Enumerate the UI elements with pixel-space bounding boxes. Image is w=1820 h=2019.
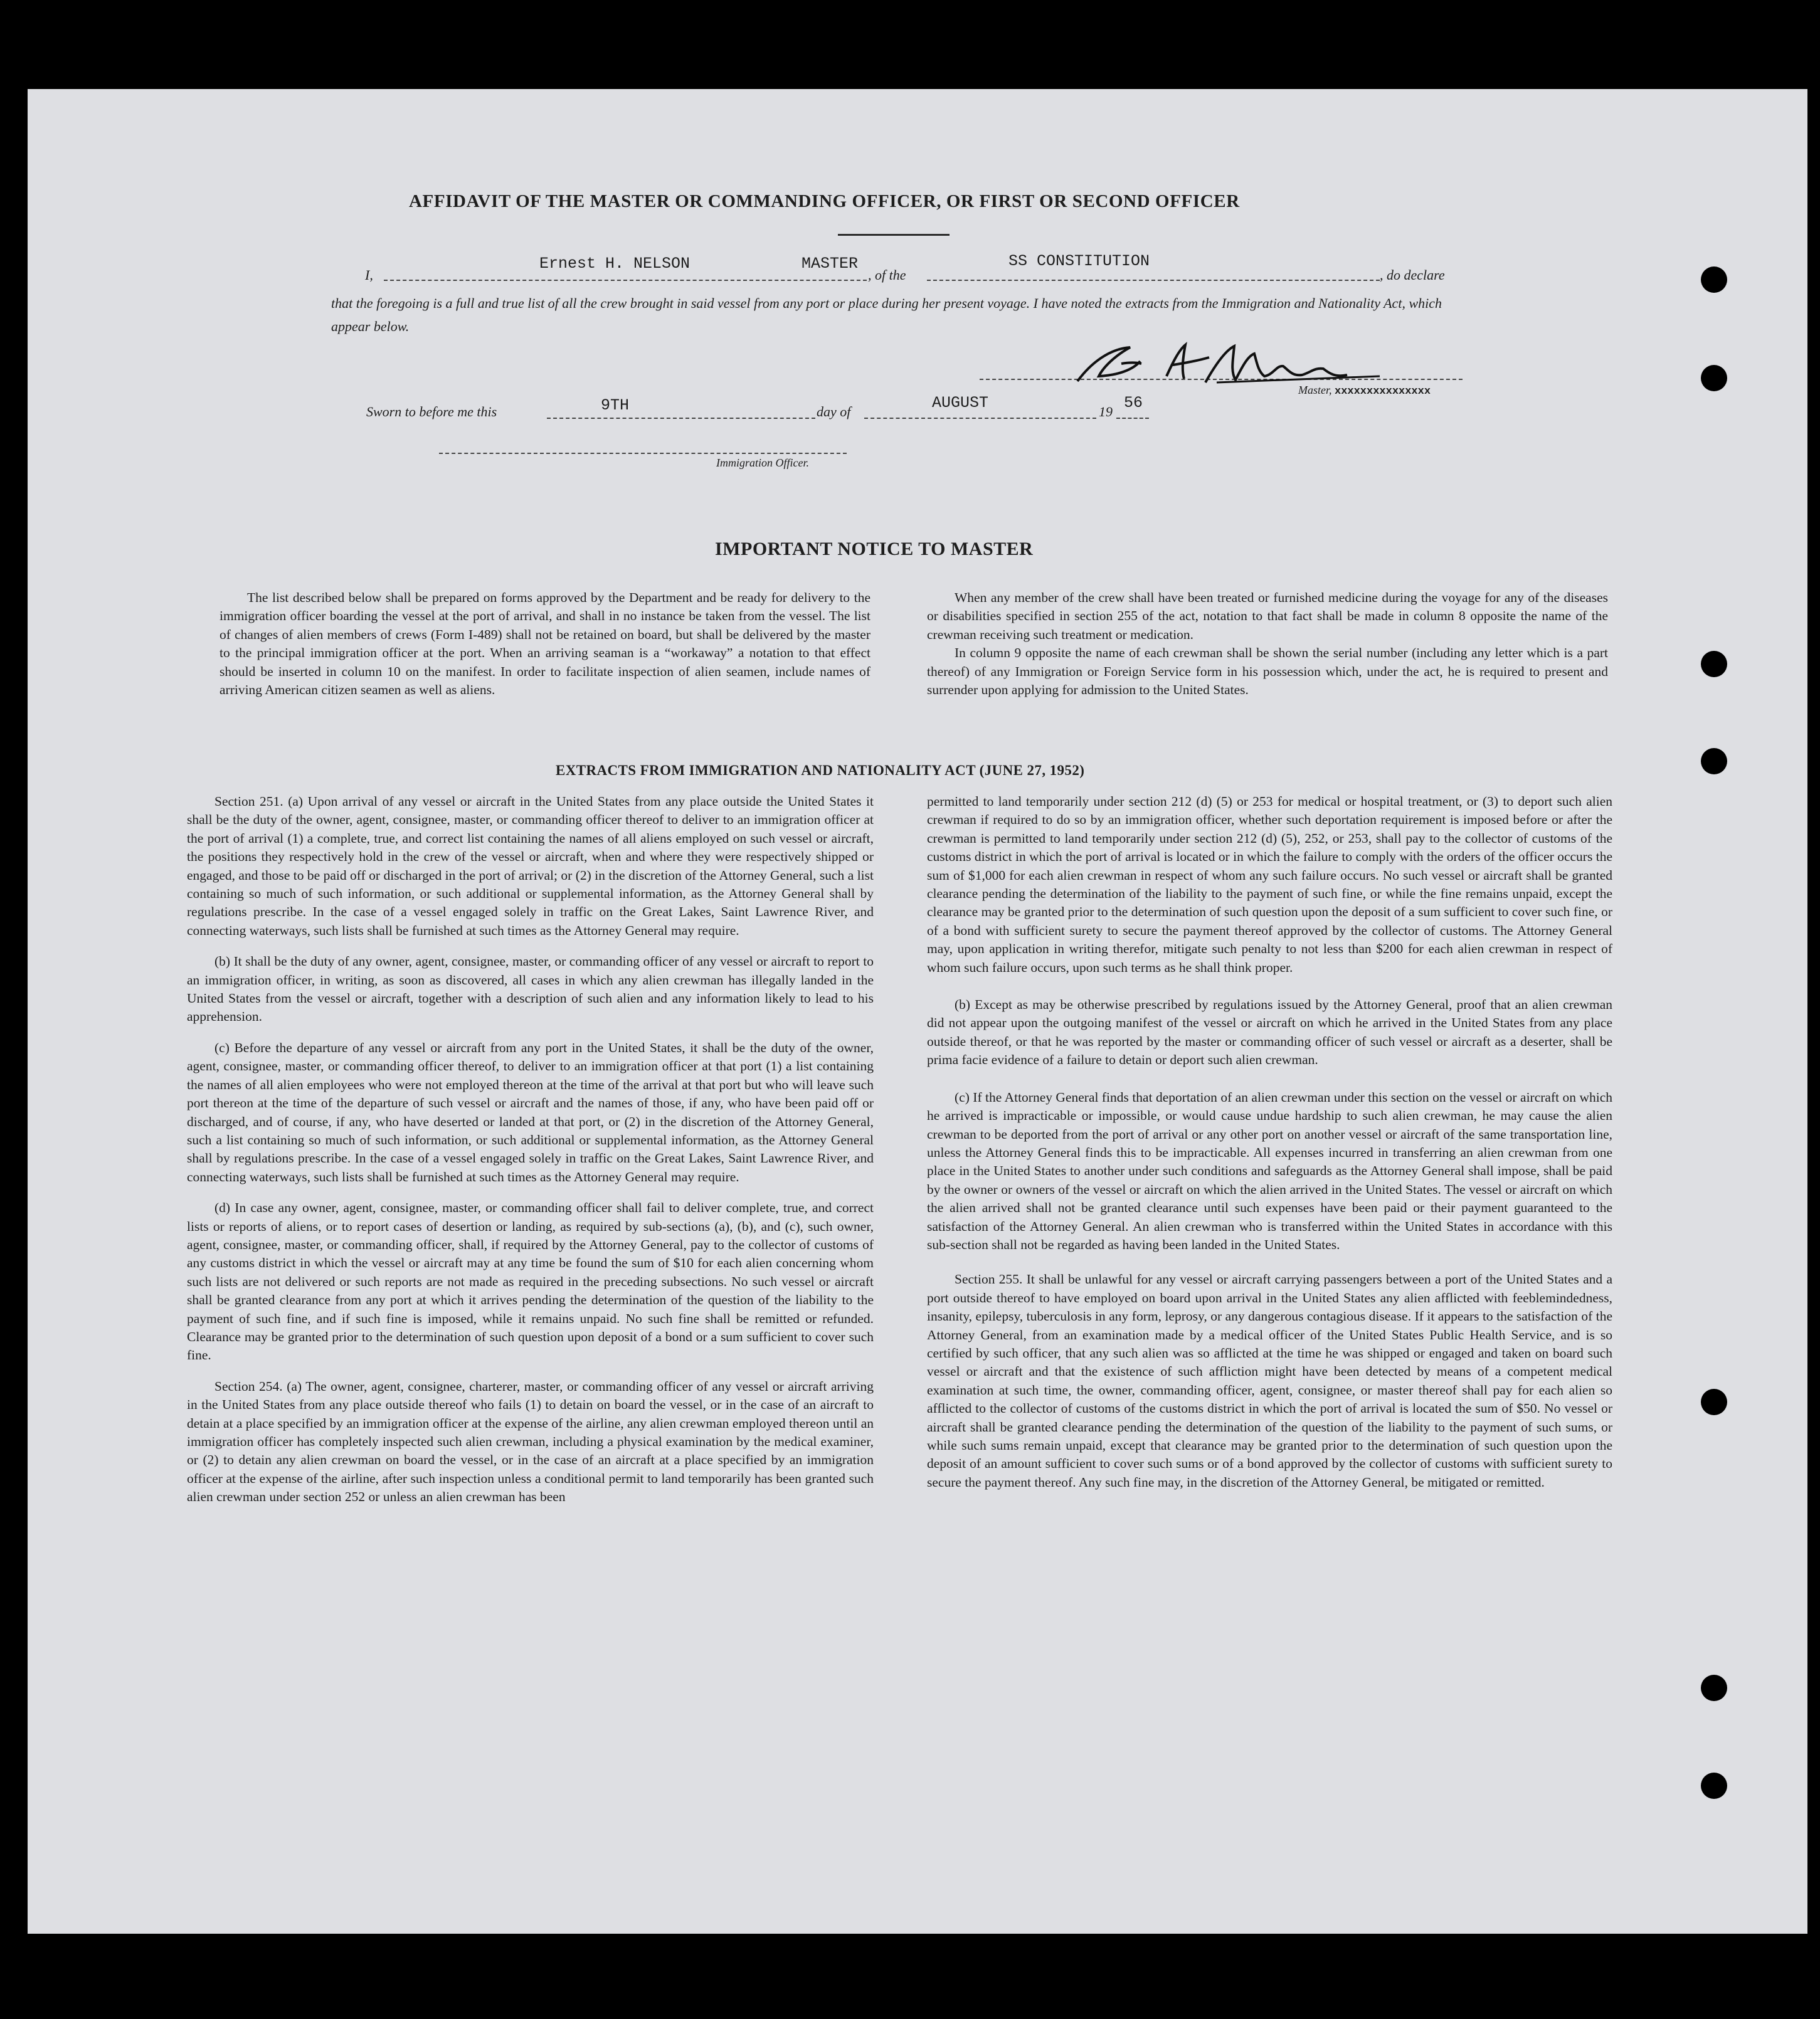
master-rank: MASTER: [802, 255, 859, 273]
punch-hole: [1701, 748, 1727, 774]
notice-left-paragraph: The list described below shall be prepared on forms approved by the Department and be ready for delivery to the immigration officer boarding the vessel at the port of arrival, and shall in no instance be taken from the vessel. The list of changes of alien members of crews (Form I-489) shall not be retained on board, but shall be delivered by the master to the principal immigration officer at the port. When an arriving seaman is a “workaway” a notation to that effect should be inserted in column 10 on the manifest. In order to facilitate inspection of alien seamen, include names of arriving American citizen seamen as well as aliens.: [220, 590, 870, 698]
extracts-left-column: [187, 793, 874, 1507]
notice-title: IMPORTANT NOTICE TO MASTER: [715, 539, 1034, 559]
section-254a: Section 254. (a) The owner, agent, consignee, charterer, master, or commanding officer of any vessel or aircraft arriving in the United States from any place outside thereof who fails (1) to detain on board the vessel, or in the case of an aircraft to detain at a place specified by an immigration officer at the expense of the airline, any alien crewman employed thereon until an immigration officer has completely inspected such alien crewman, including a physical examination by the medical examiner, or (2) to detain any alien crewman on board the vessel, or in the case of an aircraft at a place specified by an immigration officer at the expense of the airline, after such inspection unless a conditional permit to land temporarily has been granted such alien crewman under section 252 or unless an alien crewman has been: [187, 1378, 874, 1505]
sworn-month: AUGUST: [932, 394, 989, 412]
affidavit-title: AFFIDAVIT OF THE MASTER OR COMMANDING OFFICER, OR FIRST OR SECOND OFFICER: [409, 191, 1240, 211]
section-254c: (c) If the Attorney General finds that deportation of an alien crewman under this section on the vessel or aircraft on which he arrived is impracticable or impossible, or would cause undue hardship to such alien crewman, he may cause the alien crewman to be deported from the port of arrival or any other port on another vessel or aircraft of the same transportation line, unless the Attorney General finds this to be impracticable. All expenses incurred in transferring an alien crewman from one place in the United States to another under such conditions and safeguards as the Attorney General shall impose, shall be paid by the owner or owners of the vessel or aircraft on which the alien arrived in the United States. The vessel or aircraft on which the alien arrived shall not be granted clearance until such expenses have been paid or their payment guaranteed to the satisfaction of the Attorney General. An alien crewman who is transferred within the United States in accordance with this sub-section shall not be regarded as having been landed in the United States.: [927, 1089, 1612, 1252]
vessel-name: SS CONSTITUTION: [1008, 252, 1150, 270]
section-251b: (b) It shall be the duty of any owner, agent, consignee, master, or commanding officer of any vessel or aircraft to report to an immigration officer, in writing, as soon as discovered, all cases in which any alien crewman has illegally landed in the United States from the vessel or aircraft, together with a description of such alien and any information likely to lead to his apprehension.: [187, 954, 874, 1025]
struck-title: xxxxxxxxxxxxxxx: [1335, 386, 1431, 398]
vessel-line: [927, 280, 1380, 281]
section-255: Section 255. It shall be unlawful for any vessel or aircraft carrying passengers between a port of the United States and a port outside thereof to have employed on board upon arrival in the United States any alien afflicted with feeblemindedness, insanity, epilepsy, tuberculosis in any form, leprosy, or any dangerous contagious disease. If it appears to the satisfaction of the Attorney General, from an examination made by a medical officer of the United States Public Health Service, and is so certified by such officer, that any such alien was so afflicted at the time he was shipped or engaged and taken on board such vessel or aircraft and that the existence of such affliction might have been detected by means of a competent medical examination at such time, the owner, commanding officer, agent, consignee, or master thereof shall pay for each alien so afflicted to the collector of customs of the customs district in which the port of arrival is located the sum of $50. No vessel or aircraft shall be granted clearance pending the determination of the question of the liability to the payment of such sums, or while such sums remain unpaid, except that clearance may be granted prior to the determination of such question upon the deposit of an amount sufficient to cover such sums or of a bond approved by the collector of customs with sufficient surety to secure the payment thereof. Any such fine may, in the discretion of the Attorney General, be mitigated or remitted.: [927, 1272, 1612, 1490]
section-251c: (c) Before the departure of any vessel or aircraft from any port in the United States, it shall be the duty of the owner, agent, consignee, master, or commanding officer thereof, to deliver to an immigration officer at that port (1) a list containing the names of all alien employees who were not employed thereon at the time of the arrival at that port but who will leave such port thereon at the time of the departure of such vessel or aircraft and the names of those, if any, who have been paid off or discharged, and of course, if any, who have deserted or landed at that port, or (2) in the discretion of the Attorney General, such a list containing so much of such information, or such additional or supplemental information, as the Attorney General shall by regulations prescribe. In the case of a vessel engaged solely in traffic on the Great Lakes, Saint Lawrence River, and connecting waterways, such lists shall be furnished at such times as the Attorney General may require.: [187, 1040, 874, 1184]
extracts-title: EXTRACTS FROM IMMIGRATION AND NATIONALITY ACT (JUNE 27, 1952): [556, 762, 1085, 778]
punch-hole: [1701, 365, 1727, 391]
punch-hole: [1701, 1773, 1727, 1799]
sworn-year: 56: [1124, 394, 1143, 412]
section-254a-continued: permitted to land temporarily under section 212 (d) (5) or 253 for medical or hospital treatment, or (3) to deport such alien crewman if required to do so by an immigration officer, whether such deportation requirement is imposed before or after the crewman is permitted to land temporarily under section 212 (d) (5), 252, or 253, shall pay to the collector of customs of the customs district in which the port of arrival is located or in which the failure to comply with the orders of the officer occurs the sum of $1,000 for each alien crewman in respect of whom any such failure occurs. No such vessel or aircraft shall be granted clearance pending the determination of the liability to the payment of such fine, or while the fine remains unpaid, except the clearance may be granted prior to the determination of such question upon the deposit of a sum sufficient to cover such fine, or of a bond with sufficient surety to secure the payment thereof approved by the collector of customs. The Attorney General may, upon application in writing therefor, mitigate such penalty to not less than $200 for each alien crewman in respect of whom such failure occurs, upon such terms as he shall think proper.: [927, 794, 1612, 975]
day-of-label: day of: [817, 404, 851, 419]
section-251a: Section 251. (a) Upon arrival of any vessel or aircraft in the United States from any place outside the United States it shall be the duty of the owner, agent, consignee, master, or commanding officer thereof to deliver to an immigration officer at the port of arrival (1) a complete, true, and correct list containing the names of all aliens employed on such vessel or aircraft, the positions they respectively hold in the crew of the vessel or aircraft, when and where they were respectively shipped or engaged, and those to be paid off or discharged in the port of arrival; or (2) in the discretion of the Attorney General, such a list containing so much of such information, or such additional or supplemental information, as the Attorney General shall by regulations prescribe. In the case of a vessel engaged solely in traffic on the Great Lakes, Saint Lawrence River, and connecting waterways, such lists shall be furnished at such times as the Attorney General may require.: [187, 794, 874, 938]
punch-hole: [1701, 1675, 1727, 1701]
i-label: I,: [365, 267, 373, 283]
section-254b: (b) Except as may be otherwise prescribed by regulations issued by the Attorney General, proof that an alien crewman did not appear upon the outgoing manifest of the vessel or aircraft on which he arrived in the United States from any place outside thereof, or that he was reported by the master or commanding officer of such vessel or aircraft as a deserter, shall be prima facie evidence of a failure to detain or deport such alien crewman.: [927, 997, 1612, 1068]
title-rule: [838, 234, 950, 236]
sworn-label: Sworn to before me this: [366, 404, 497, 419]
notice-right: [927, 589, 1608, 699]
year-line: [1116, 418, 1149, 419]
notice-right-paragraph-1: When any member of the crew shall have been treated or furnished medicine during the voyage for any of the diseases or disabilities specified in section 255 of the act, notation to that fact shall be made in column 8 opposite the name of the crewman receiving such treatment or medication.: [927, 590, 1608, 642]
extracts-right-column: [927, 793, 1612, 1492]
sworn-day: 9TH: [601, 396, 630, 414]
day-line: [547, 418, 815, 419]
name-line: [384, 280, 867, 281]
declaration-text: that the foregoing is a full and true list of all the crew brought in said vessel from any port or place during her present voyage. I have noted the extracts from the Immigration and Nationality Act, which appear below.: [331, 295, 1442, 334]
section-251d: (d) In case any owner, agent, consignee, master, or commanding officer shall fail to deliver complete, true, and correct lists or reports of aliens, or to report cases of desertion or landing, as required by sub-sections (a), (b), and (c), such owner, agent, consignee, master, or commanding officer, shall, if required by the Attorney General, pay to the collector of customs of any customs district in which the vessel or aircraft may at any time be found the sum of $10 for each alien concerning whom such lists are not delivered or such reports are not made as required in the preceding subsections. No such vessel or aircraft shall be granted clearance from any port at which it arrives pending the determination of the question of the liability to the payment of such fine, and if such fine is imposed, while it remains unpaid. No such fine shall be remitted or refunded. Clearance may be granted prior to the determination of such question upon deposit of a bond or a sum sufficient to cover such fine.: [187, 1200, 874, 1363]
officer-line: [439, 453, 847, 454]
punch-hole: [1701, 266, 1727, 293]
month-line: [864, 418, 1096, 419]
punch-hole: [1701, 1389, 1727, 1415]
master-label: [1298, 384, 1431, 398]
punch-hole: [1701, 651, 1727, 677]
notice-left: [220, 589, 870, 699]
do-declare-label: , do declare: [1380, 267, 1445, 283]
year-prefix: 19: [1099, 404, 1113, 419]
master-name: Ernest H. NELSON: [539, 255, 690, 273]
notice-right-paragraph-2: In column 9 opposite the name of each crewman shall be shown the serial number (including any letter which is a part thereof) of any Immigration or Foreign Service form in his possession which, under the act, he is required to present and surrender upon applying for admission to the United States.: [927, 645, 1608, 698]
officer-label: Immigration Officer.: [716, 456, 809, 469]
master-signature: [1066, 337, 1392, 389]
of-the-label: , of the: [868, 267, 906, 283]
master-title-label: Master,: [1298, 384, 1332, 396]
